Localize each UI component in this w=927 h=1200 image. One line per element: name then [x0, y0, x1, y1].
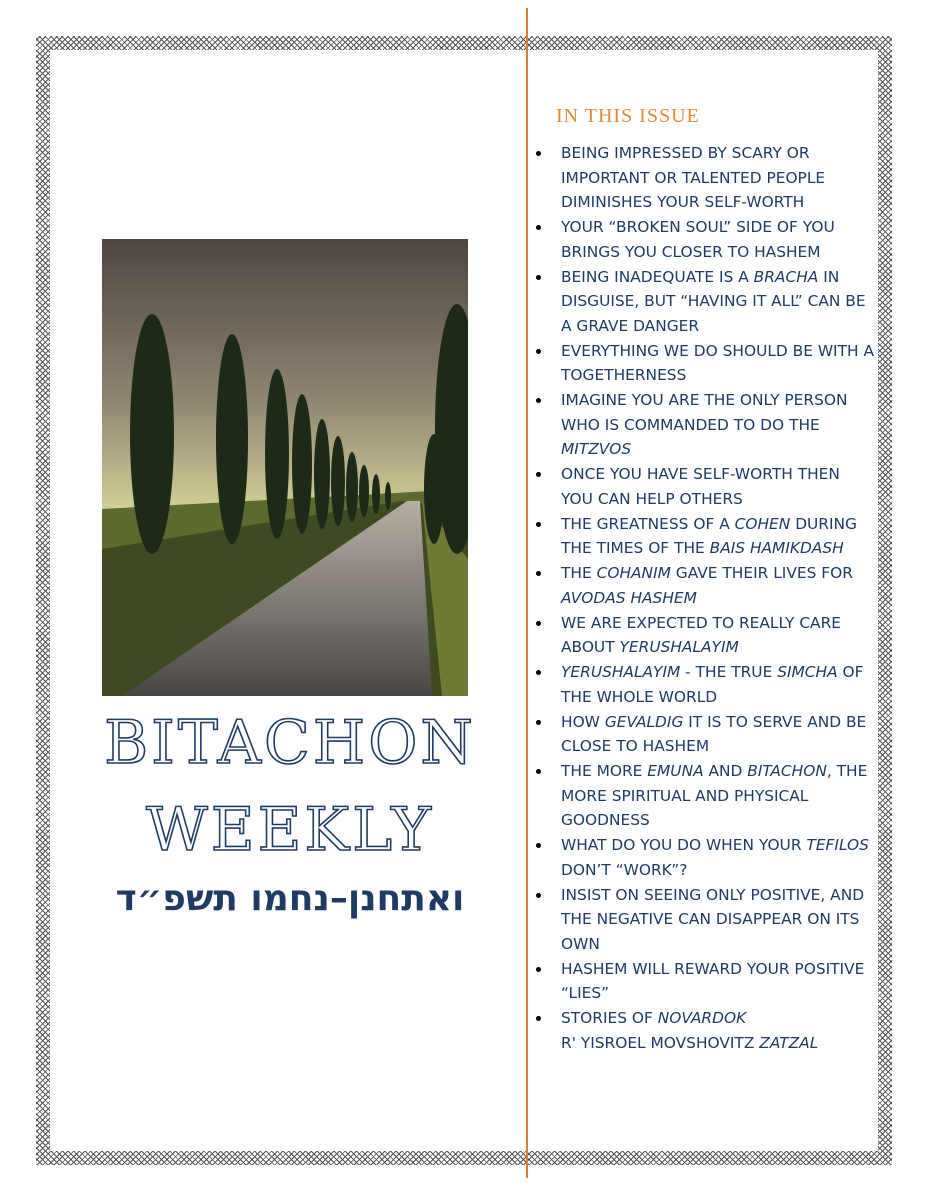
- toc-item-text: TEFILOS: [806, 836, 869, 854]
- toc-item-text: IT IS TO SERVE AND BE CLOSE TO HASHEM: [561, 712, 867, 755]
- toc-item-text: BEING INADEQUATE IS A: [561, 267, 754, 286]
- toc-item-text: THE: [561, 564, 597, 582]
- toc-item-text: YERUSHALAYIM: [561, 663, 681, 681]
- toc-item: [534, 462, 874, 511]
- toc-item: [534, 710, 874, 759]
- toc-item-text: DURING THE TIMES OF THE: [561, 514, 857, 557]
- toc-item: [534, 141, 874, 215]
- toc-heading: IN THIS ISSUE: [556, 105, 700, 127]
- toc-item-text: MITZVOS: [561, 440, 632, 458]
- toc-item-text: HOW: [561, 712, 605, 731]
- toc-item-text: WHAT DO YOU DO WHEN YOUR: [561, 836, 807, 854]
- toc-item-text: NOVARDOK: [657, 1009, 747, 1027]
- toc-item: [534, 660, 874, 709]
- toc-item: [534, 339, 874, 388]
- toc-item-text: IN DISGUISE, BUT “HAVING IT ALL” CAN BE A GRAVE DANGER: [561, 267, 866, 335]
- toc-item-text: AVODAS HASHEM: [561, 588, 697, 607]
- toc-item-text: THE MORE: [561, 762, 648, 780]
- cover-photo: [102, 239, 468, 696]
- toc-item-text: IMAGINE YOU ARE THE ONLY PERSON WHO IS COMMANDED TO DO THE: [561, 391, 848, 434]
- toc-item: [534, 957, 874, 1006]
- toc-item: [534, 833, 874, 882]
- toc-item: [534, 759, 874, 833]
- toc-item-text: R' YISROEL MOVSHOVITZ: [561, 1034, 760, 1052]
- toc-item: [534, 265, 874, 339]
- toc-item-text: SIMCHA: [777, 663, 838, 681]
- toc-item-text: BITACHON: [747, 762, 827, 780]
- toc-item-text: GEVALDIG: [604, 712, 684, 731]
- toc-item-text: INSIST ON SEEING ONLY POSITIVE, AND THE NEGATIVE CAN DISAPPEAR ON ITS OWN: [561, 885, 865, 953]
- toc-item: [534, 1031, 874, 1056]
- toc-item-text: BRACHA: [753, 267, 819, 286]
- toc-item-text: HASHEM WILL REWARD YOUR POSITIVE “LIES”: [561, 959, 865, 1002]
- toc-item-text: EVERYTHING WE DO SHOULD BE WITH A TOGETHERNESS: [561, 341, 874, 384]
- hebrew-issue-date: ואתחנן–נחמו תשפ״ד: [115, 878, 465, 919]
- toc-item-text: - THE TRUE: [680, 663, 778, 681]
- masthead-title-line-1: BITACHON: [104, 708, 476, 778]
- column-divider: [526, 8, 528, 1178]
- toc-item-text: WE ARE EXPECTED TO REALLY CARE ABOUT: [561, 613, 842, 656]
- toc-item-text: STORIES OF: [561, 1009, 658, 1027]
- toc-item-text: YERUSHALAYIM: [619, 638, 739, 656]
- toc-item: [534, 883, 874, 957]
- toc-item: [534, 215, 874, 264]
- toc-item-text: ONCE YOU HAVE SELF-WORTH THEN YOU CAN HELP OTHERS: [561, 465, 840, 508]
- toc-item: [534, 561, 874, 610]
- toc-item-text: EMUNA: [647, 762, 704, 780]
- toc-item-text: ZATZAL: [759, 1034, 819, 1052]
- masthead-title-line-2: WEEKLY: [146, 795, 434, 865]
- toc-item-text: THE GREATNESS OF A: [561, 514, 735, 533]
- toc-item: [534, 1006, 874, 1031]
- toc-item: [534, 388, 874, 462]
- toc-item-text: OF THE WHOLE WORLD: [561, 663, 864, 706]
- toc-item-text: YOUR “BROKEN SOUL” SIDE OF YOU BRINGS YOU CLOSER TO HASHEM: [561, 218, 835, 261]
- toc-item-text: BEING IMPRESSED BY SCARY OR IMPORTANT OR TALENTED PEOPLE DIMINISHES YOUR SELF-WORTH: [561, 144, 826, 211]
- toc-item-text: COHANIM: [596, 564, 671, 582]
- table-of-contents: [534, 141, 874, 1056]
- toc-item: [534, 512, 874, 561]
- toc-item-text: GAVE THEIR LIVES FOR: [670, 564, 853, 582]
- toc-item-text: BAIS HAMIKDASH: [709, 539, 844, 557]
- toc-item-text: COHEN: [734, 514, 791, 533]
- toc-item: [534, 611, 874, 660]
- toc-item-text: DON’T “WORK”?: [561, 860, 688, 879]
- toc-item-text: , THE MORE SPIRITUAL AND PHYSICAL GOODNESS: [561, 762, 868, 829]
- toc-item-text: AND: [703, 762, 748, 780]
